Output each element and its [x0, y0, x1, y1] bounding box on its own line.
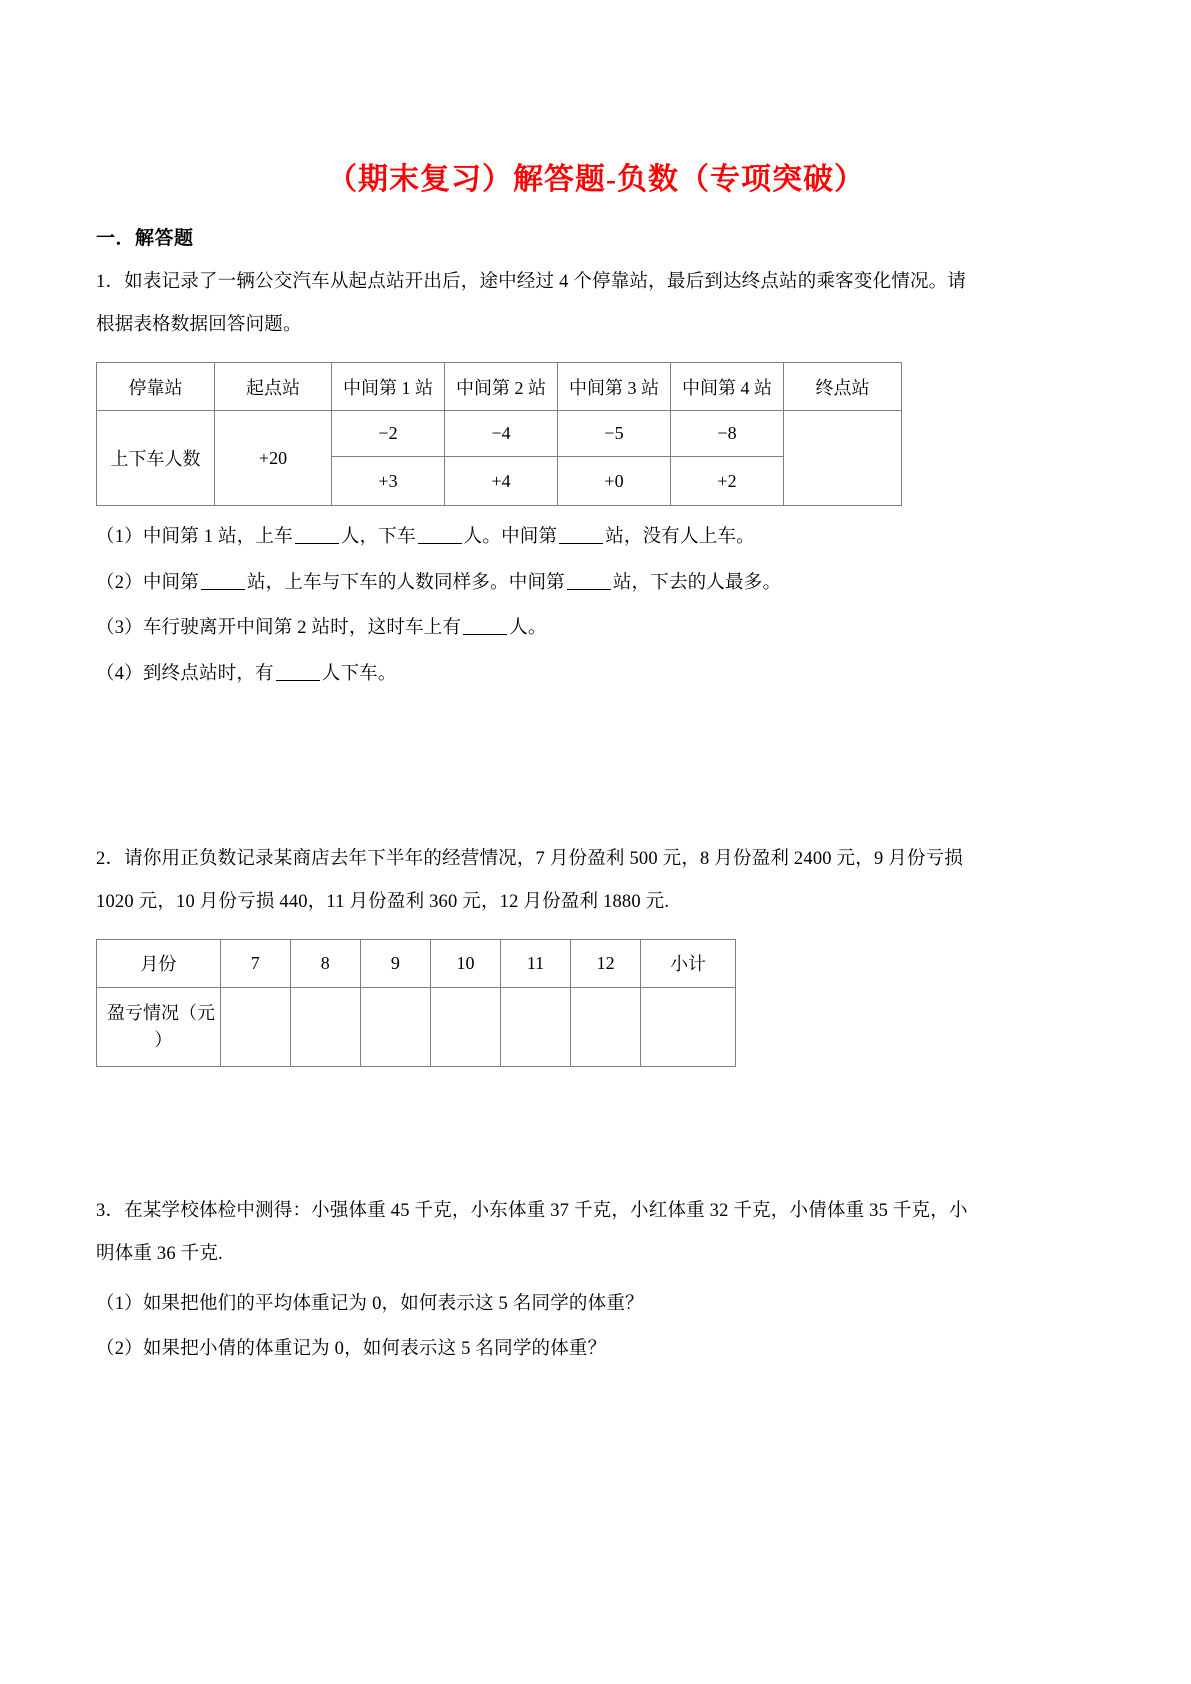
- sub-question-text: 人。中间第: [463, 527, 558, 547]
- table-header-cell: 中间第 2 站: [445, 363, 558, 411]
- table-header-cell: 中间第 3 站: [558, 363, 671, 411]
- table-header-cell: 中间第 1 站: [332, 363, 445, 411]
- answer-blank[interactable]: [295, 525, 339, 545]
- section-heading: 一．解答题: [96, 228, 194, 249]
- question-3-sub-2: （2）如果把小倩的体重记为 0，如何表示这 5 名同学的体重？: [96, 1339, 607, 1360]
- bus-stop-table: [96, 362, 902, 506]
- table-header-cell: 11: [500, 939, 570, 987]
- table-row: [97, 939, 736, 987]
- table-cell: +0: [558, 457, 671, 506]
- answer-space-question-2: [96, 1067, 1096, 1179]
- table-cell: +4: [445, 457, 558, 506]
- table-header-cell: 终点站: [784, 363, 902, 411]
- table-cell: −8: [671, 411, 784, 457]
- table-row: [97, 987, 736, 1066]
- table-cell: +3: [332, 457, 445, 506]
- answer-blank[interactable]: [276, 662, 320, 682]
- sub-question-text: 人，下车: [340, 527, 416, 547]
- table-cell: −4: [445, 411, 558, 457]
- answer-space-question-1: [96, 689, 1096, 827]
- table-cell[interactable]: [220, 987, 290, 1066]
- table-cell: [784, 411, 902, 506]
- table-header-cell: 7: [220, 939, 290, 987]
- table-cell[interactable]: [571, 987, 641, 1066]
- answer-blank[interactable]: [567, 570, 611, 590]
- answer-blank[interactable]: [463, 616, 507, 636]
- question-2-line-1: 2．请你用正负数记录某商店去年下半年的经营情况，7 月份盈利 500 元，8 月份盈利 2400 元，9 月份亏损: [96, 848, 964, 869]
- table-header-cell: 起点站: [215, 363, 332, 411]
- table-header-cell: 10: [430, 939, 500, 987]
- answer-blank[interactable]: [418, 525, 462, 545]
- table-header-cell: 9: [360, 939, 430, 987]
- question-1-sub-4: [96, 660, 1096, 689]
- table-cell: −5: [558, 411, 671, 457]
- document-content: [96, 0, 1096, 1364]
- question-1-line-1: 1．如表记录了一辆公交汽车从起点站开出后，途中经过 4 个停靠站，最后到达终点站的乘客变化情况。请: [96, 272, 967, 292]
- table-row-label: 上下车人数: [97, 411, 215, 506]
- sub-question-text: （3）车行驶离开中间第 2 站时，这时车上有: [96, 618, 462, 639]
- sub-question-text: （2）中间第: [96, 572, 199, 593]
- table-header-cell: 中间第 4 站: [671, 363, 784, 411]
- table-cell[interactable]: [290, 987, 360, 1066]
- question-2-line-2: 1020 元，10 月份亏损 440，11 月份盈利 360 元，12 月份盈利 1880 元.: [96, 891, 670, 912]
- sub-question-text: （1）中间第 1 站，上车: [96, 527, 293, 547]
- table-header-cell: 小计: [641, 939, 736, 987]
- page-title: （期末复习）解答题-负数（专项突破）: [327, 163, 865, 196]
- question-1-sub-1: [96, 523, 1096, 552]
- row-label-line-2: ）: [154, 1029, 173, 1050]
- question-1-sub-3: [96, 614, 1096, 643]
- question-3-line-1: 3．在某学校体检中测得：小强体重 45 千克，小东体重 37 千克，小红体重 32 千克，小倩体重 35 千克，小: [96, 1200, 968, 1221]
- question-1-line-2: 根据表格数据回答问题。: [96, 315, 302, 335]
- answer-blank[interactable]: [559, 525, 603, 545]
- table-cell[interactable]: [430, 987, 500, 1066]
- table-header-cell: 12: [571, 939, 641, 987]
- table-cell[interactable]: [360, 987, 430, 1066]
- table-row: [97, 363, 902, 411]
- table-cell: −2: [332, 411, 445, 457]
- table-cell[interactable]: [641, 987, 736, 1066]
- sub-question-text: 站，上车与下车的人数同样多。中间第: [246, 572, 565, 593]
- table-cell[interactable]: [500, 987, 570, 1066]
- sub-question-text: 站，没有人上车。: [605, 527, 755, 547]
- sub-question-text: 人下车。: [321, 664, 397, 685]
- sub-question-text: （4）到终点站时，有: [96, 664, 274, 685]
- row-label-line-1: 盈亏情况（元: [107, 1002, 215, 1023]
- table-row: [97, 411, 902, 457]
- table-header-cell: 月份: [97, 939, 221, 987]
- sub-question-text: 人。: [509, 618, 547, 639]
- month-profit-table: [96, 939, 736, 1067]
- answer-blank[interactable]: [201, 570, 245, 590]
- table-row-label: [97, 987, 221, 1066]
- sub-question-text: 站，下去的人最多。: [612, 572, 782, 593]
- question-3-sub-1: （1）如果把他们的平均体重记为 0，如何表示这 5 名同学的体重？: [96, 1293, 644, 1314]
- table-cell: +2: [671, 457, 784, 506]
- question-1-sub-2: [96, 569, 1096, 598]
- table-header-cell: 停靠站: [97, 363, 215, 411]
- table-header-cell: 8: [290, 939, 360, 987]
- table-cell: +20: [215, 411, 332, 506]
- question-3-line-2: 明体重 36 千克.: [96, 1243, 223, 1264]
